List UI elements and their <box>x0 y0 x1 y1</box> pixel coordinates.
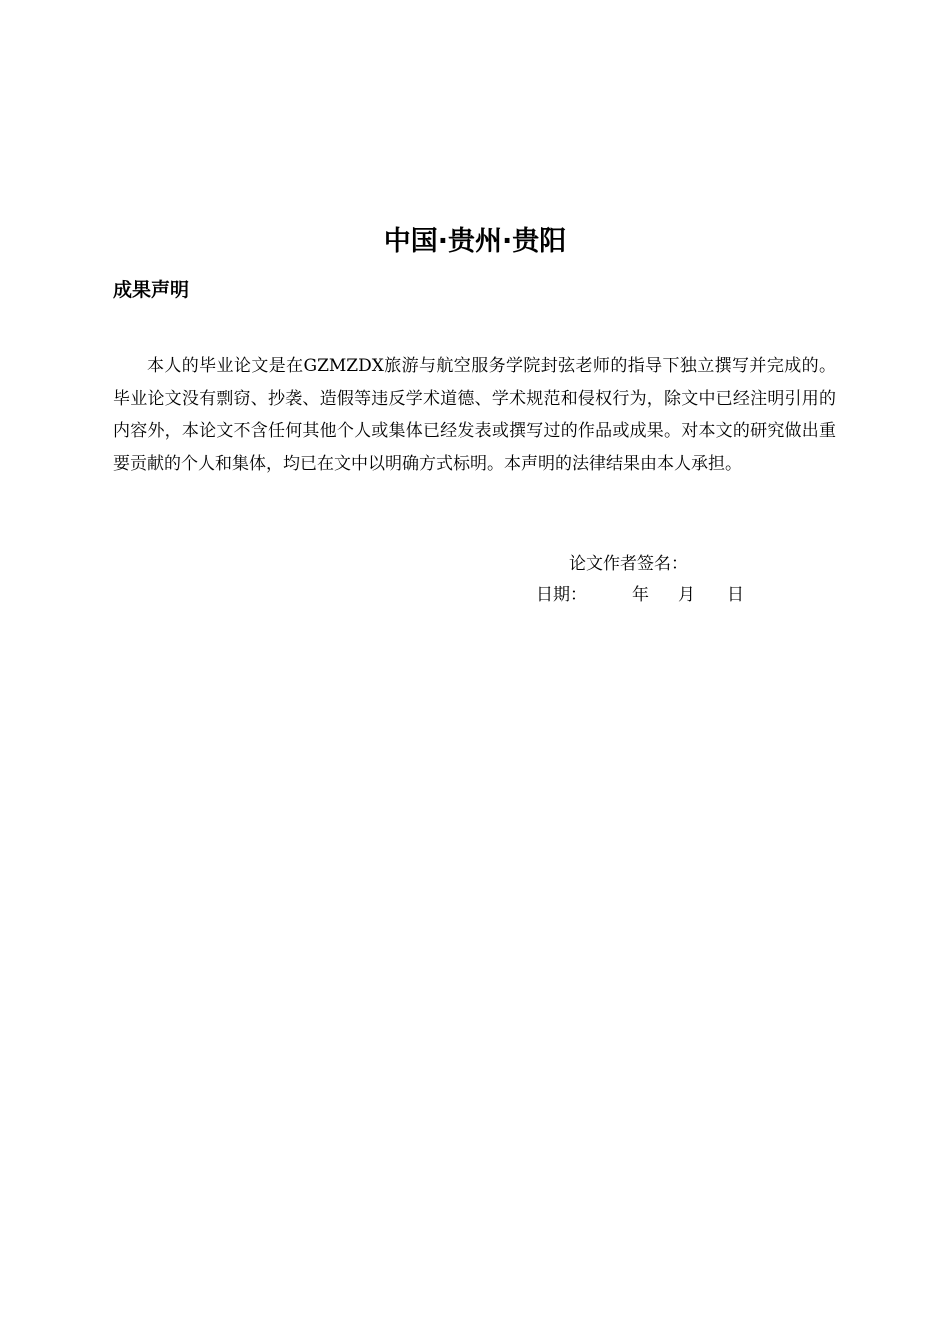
year-label: 年 <box>632 585 649 605</box>
section-heading: 成果声明 <box>113 279 190 301</box>
page-title: 中国·贵州·贵阳 <box>383 226 567 257</box>
date-line <box>536 580 744 610</box>
date-label: 日期： <box>536 585 587 605</box>
declaration-paragraph: 本人的毕业论文是在GZMZDX旅游与航空服务学院封弦老师的指导下独立撰写并完成的。毕业论文没有剽窃、抄袭、造假等违反学术道德、学术规范和侵权行为，除文中已经注明引用的内容外，本论文不含任何其他个人或集体已经发表或撰写过的作品或成果。对本文的研究做出重要贡献的个人和集体，均已在文中以明确方式标明。本声明的法律结果由本人承担。 <box>113 356 836 474</box>
author-signature-label: 论文作者签名： <box>569 554 688 574</box>
month-label: 月 <box>678 585 695 605</box>
day-label: 日 <box>727 585 744 605</box>
